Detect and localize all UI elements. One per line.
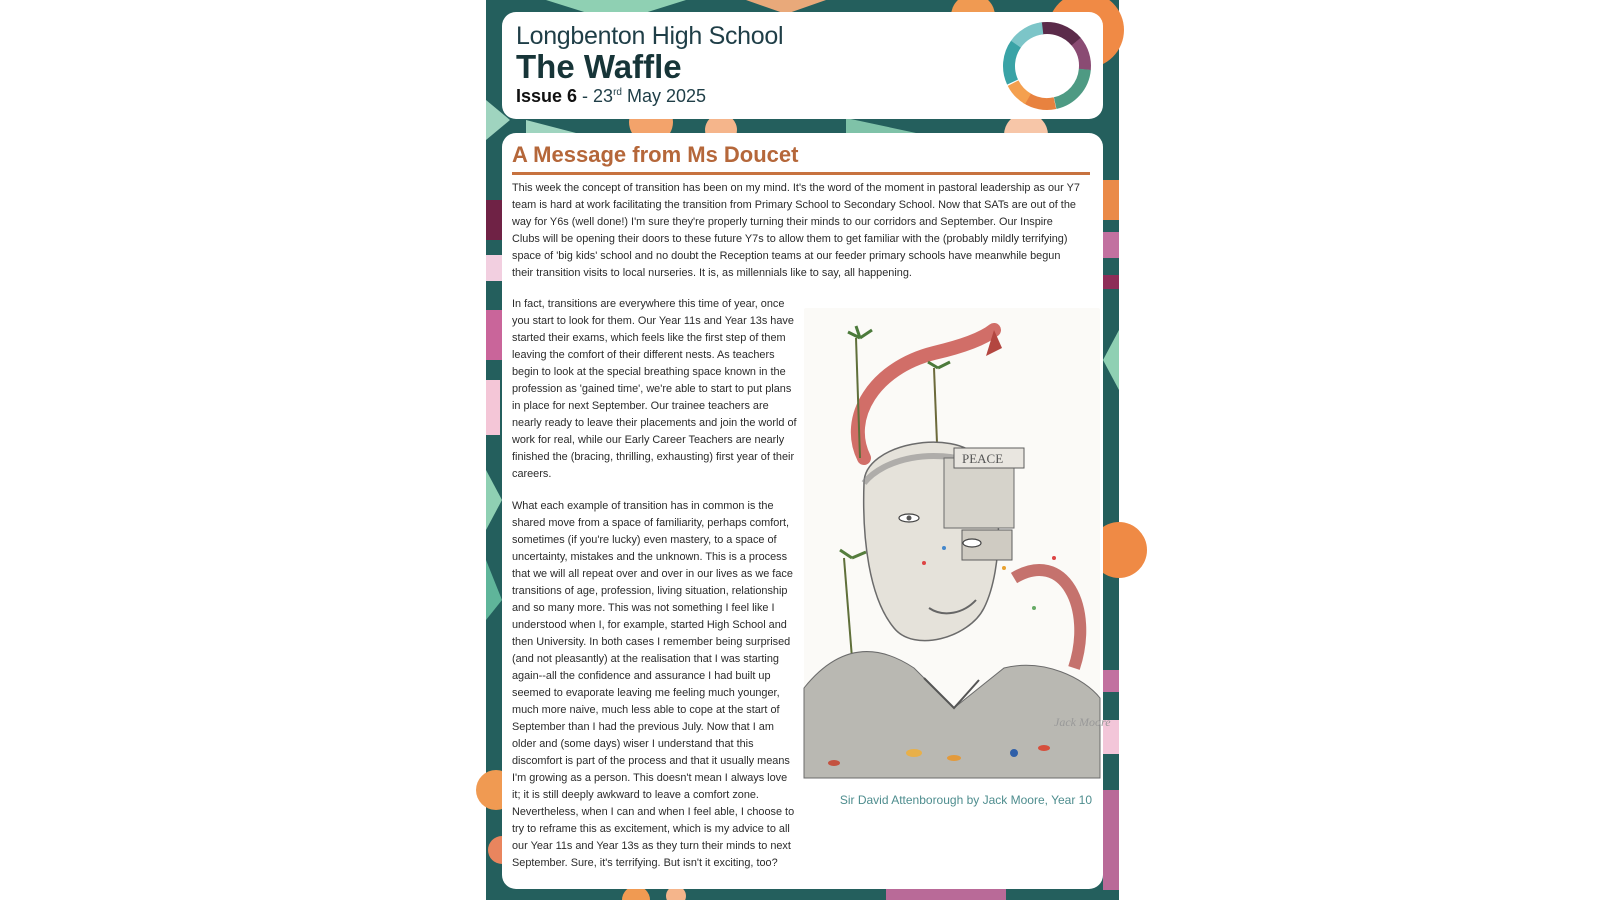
article-paragraph-3: What each example of transition has in common is the shared move from a space of familiarity, perhaps comfort, sometimes (if you're lucky) even mastery, to a space of uncertainty, mistakes and the unknown. This is a process that we will all repeat over and over in our lives as we face transitions of age, profession, living situation, relationship and so many more. This was not something I feel like I understood when I, for example, started High School and then University. In both cases I remember being surprised (and not pleasantly) at the realisation that I was starting again--all the confidence and assurance I had built up seemed to evaporate leaving me feeling much younger, much more naive, much less able to cope at the start of September than I had the previous July. Now that I am older and (some days) wiser I understand that this discomfort is part of the process and that it usually means I'm growing as a person. This doesn't mean I always love it; it is still deeply awkward to leave a comfort zone. Nevertheless, when I can and when I feel able, I choose to try to reframe this as excitement, which is my advice to all our Year 11s and Year 13s as they turn their minds to next September. Sure, it's terrifying. But isn't it exciting, too? bbox=[512, 500, 795, 869]
artwork-caption: Sir David Attenborough by Jack Moore, Year 10 bbox=[839, 793, 1092, 807]
article-paragraph-2: In fact, transitions are everywhere this time of year, once you start to look for them. Our Year 11s and Year 13s have started their exams, which feels like the first step of them leaving the comfort of their different nests. As teachers begin to look at the special breathing space known in the profession as 'gained time', we're able to start to put plans in place for next September. Our trainee teachers are nearly ready to leave their placements and join the world of work for real, while our Early Career Teachers are nearly finished the (bracing, thrilling, exhausting) first year of their careers. bbox=[512, 298, 797, 480]
issue-date-rest: May 2025 bbox=[621, 86, 707, 106]
article-intro: This week the concept of transition has been on my mind. It's the word of the moment in pastoral leadership as our Y7 team is hard at work facilitating the transition from Primary School to Secondary School. Now that SATs are out of the way for Y6s (well done!) I'm sure they're properly turning their minds to our corridors and September. Our Inspire Clubs will be opening their doors to these future Y7s to allow them to get familiar with the (probably mildly terrifying) space of 'big kids' school and no doubt the Reception teams at our feeder primary schools have meanwhile begun their transition visits to local nurseries. It is, as millennials like to say, all happening. bbox=[512, 182, 1080, 279]
newsletter-page bbox=[486, 0, 1119, 900]
issue-number: Issue 6 bbox=[516, 86, 578, 106]
issue-date-day: - 23 bbox=[577, 86, 614, 106]
attenborough-artwork bbox=[804, 308, 1111, 778]
article-headline: A Message from Ms Doucet bbox=[512, 142, 1090, 175]
masthead bbox=[502, 12, 1103, 119]
artwork-signature: Jack Moore bbox=[1054, 715, 1111, 729]
issue-date-suffix: rd bbox=[613, 87, 622, 98]
artwork-drawing bbox=[804, 308, 1111, 778]
ring-logo-icon bbox=[1000, 19, 1094, 113]
newsletter-title: The Waffle bbox=[516, 48, 682, 85]
artwork-peace-sign: PEACE bbox=[962, 451, 1004, 466]
article-card bbox=[502, 133, 1111, 889]
issue-date-line bbox=[516, 86, 706, 107]
school-name: Longbenton High School bbox=[516, 22, 784, 50]
